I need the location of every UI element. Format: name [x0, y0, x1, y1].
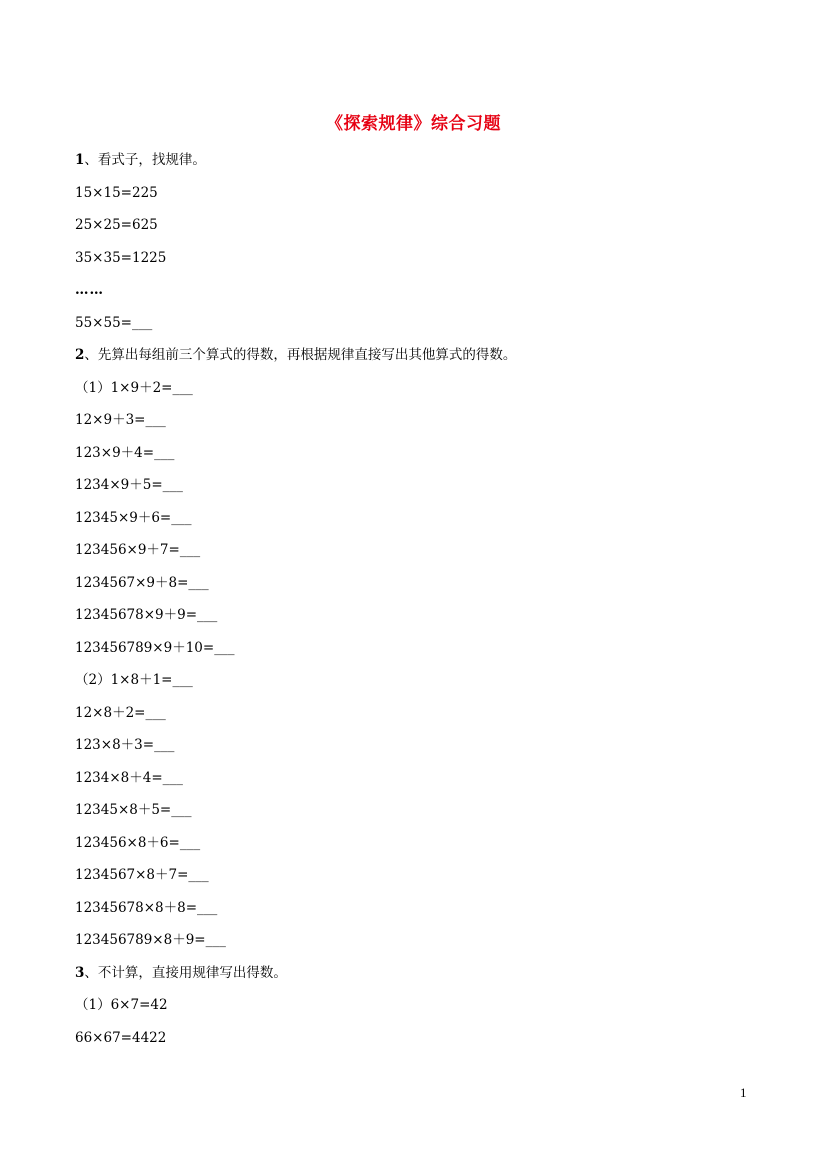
- equation-line: 1234×8＋4=___: [75, 769, 183, 786]
- question-number: 1: [75, 152, 85, 168]
- question-text: 、看式子，找规律。: [84, 152, 206, 168]
- equation-line: （2）1×8＋1=___: [75, 672, 193, 688]
- equation-line: 123456789×8＋9=___: [75, 932, 226, 948]
- equation-line: （1）6×7=42: [75, 997, 168, 1013]
- equation-line: 1234567×8＋7=___: [75, 867, 209, 883]
- ellipsis-line: ……: [75, 282, 104, 298]
- equation-line: 12×8＋2=___: [75, 704, 166, 721]
- document-body: [75, 147, 755, 1057]
- equation-line: 1234567×9＋8=___: [75, 574, 209, 591]
- question-heading: [75, 342, 755, 375]
- equation-line: （1）1×9＋2=___: [75, 379, 193, 396]
- equation-line: 55×55=___: [75, 314, 153, 331]
- question-text: 、不计算，直接用规律写出得数。: [84, 964, 287, 981]
- equation-line: 123456×8＋6=___: [75, 834, 201, 851]
- equation-line: 123456×9＋7=___: [75, 542, 201, 558]
- equation-line: 123×8＋3=___: [75, 737, 175, 753]
- equation-line: 12345×8＋5=___: [75, 802, 192, 818]
- question-heading: [75, 147, 755, 180]
- question-heading: [75, 960, 755, 993]
- document-title: 《探索规律》综合习题: [326, 114, 501, 134]
- question-number: 2: [75, 347, 85, 363]
- equation-line: 12×9＋3=___: [75, 412, 166, 428]
- equation-line: 12345678×9＋9=___: [75, 607, 218, 623]
- equation-line: 15×15=225: [75, 184, 158, 201]
- equation-line: 66×67=4422: [75, 1029, 167, 1046]
- equation-line: 12345678×8＋8=___: [75, 899, 218, 916]
- question-number: 3: [75, 964, 85, 981]
- equation-line: 1234×9＋5=___: [75, 477, 183, 493]
- equation-line: 25×25=625: [75, 217, 158, 233]
- equation-line: 35×35=1225: [75, 249, 167, 266]
- question-text: 、先算出每组前三个算式的得数，再根据规律直接写出其他算式的得数。: [84, 347, 517, 363]
- equation-line: 123×9＋4=___: [75, 444, 175, 461]
- page-number: 1: [740, 1085, 747, 1100]
- equation-line: 12345×9＋6=___: [75, 509, 192, 526]
- equation-line: 123456789×9＋10=___: [75, 639, 235, 656]
